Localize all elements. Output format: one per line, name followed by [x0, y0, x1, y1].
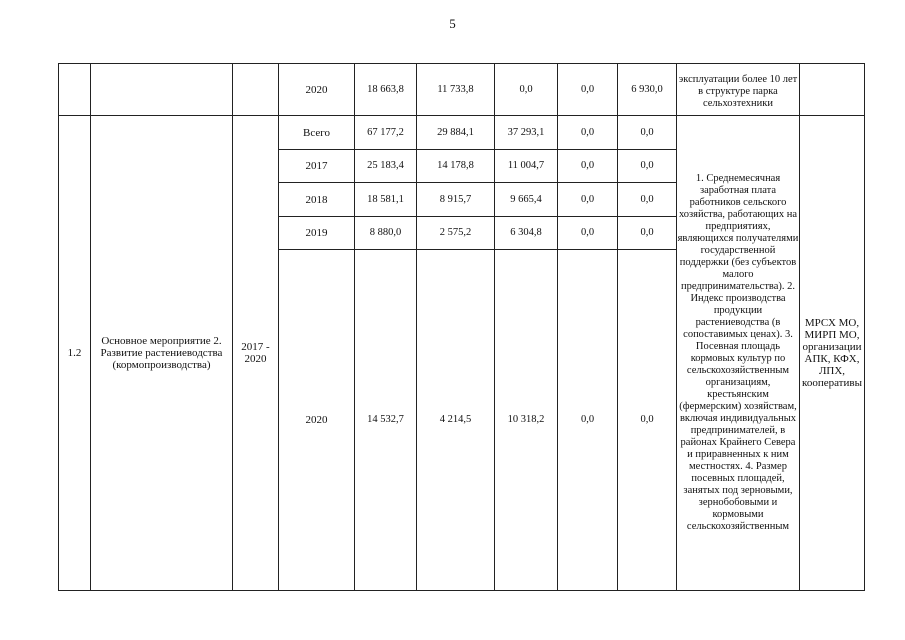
regional-cell: 37 293,1 — [495, 116, 558, 150]
local-cell: 0,0 — [558, 64, 618, 116]
section-number: 1.2 — [59, 116, 91, 591]
federal-cell: 14 178,8 — [417, 150, 495, 183]
other-cell: 0,0 — [618, 250, 677, 591]
other-cell: 6 930,0 — [618, 64, 677, 116]
year-cell: 2018 — [279, 183, 355, 217]
table-row-continuation — [59, 64, 865, 116]
regional-cell: 10 318,2 — [495, 250, 558, 591]
page-number: 5 — [449, 16, 456, 31]
total-cell: 67 177,2 — [355, 116, 417, 150]
cell-empty — [91, 64, 233, 116]
table-row — [59, 116, 865, 150]
year-cell: 2020 — [279, 64, 355, 116]
year-cell: Всего — [279, 116, 355, 150]
other-cell: 0,0 — [618, 116, 677, 150]
section-name: Основное мероприятие 2. Развитие растениеводства (кормопроизводства) — [91, 116, 233, 591]
section-period: 2017 - 2020 — [233, 116, 279, 591]
regional-cell: 9 665,4 — [495, 183, 558, 217]
other-cell: 0,0 — [618, 217, 677, 250]
program-table — [58, 63, 865, 591]
total-cell: 25 183,4 — [355, 150, 417, 183]
results-text-continuation: эксплуатации более 10 лет в структуре парка сельхозтехники — [677, 64, 800, 116]
executors: МРСХ МО, МИРП МО, организации АПК, КФХ, ЛПХ, кооперативы — [800, 116, 865, 591]
local-cell: 0,0 — [558, 250, 618, 591]
regional-cell: 0,0 — [495, 64, 558, 116]
federal-cell: 4 214,5 — [417, 250, 495, 591]
cell-empty — [59, 64, 91, 116]
local-cell: 0,0 — [558, 217, 618, 250]
total-cell: 14 532,7 — [355, 250, 417, 591]
total-cell: 18 581,1 — [355, 183, 417, 217]
federal-cell: 8 915,7 — [417, 183, 495, 217]
local-cell: 0,0 — [558, 150, 618, 183]
cell-empty — [800, 64, 865, 116]
local-cell: 0,0 — [558, 116, 618, 150]
other-cell: 0,0 — [618, 150, 677, 183]
federal-cell: 11 733,8 — [417, 64, 495, 116]
federal-cell: 2 575,2 — [417, 217, 495, 250]
federal-cell: 29 884,1 — [417, 116, 495, 150]
local-cell: 0,0 — [558, 183, 618, 217]
other-cell: 0,0 — [618, 183, 677, 217]
regional-cell: 6 304,8 — [495, 217, 558, 250]
cell-empty — [233, 64, 279, 116]
year-cell: 2017 — [279, 150, 355, 183]
year-cell: 2020 — [279, 250, 355, 591]
regional-cell: 11 004,7 — [495, 150, 558, 183]
total-cell: 18 663,8 — [355, 64, 417, 116]
results-text: 1. Среднемесячная заработная плата работников сельского хозяйства, работающих на предприятиях, являющихся получателями государственной поддержки (без субъектов малого предпринимательства). 2. Индекс производства продукции растениеводства (в сопоставимых ценах). 3. Посевная площадь кормовых культур по сельскохозяйственным организациям, крестьянским (фермерским) хозяйствам, включая индивидуальных предпринимателей, в районах Крайнего Севера и приравненных к ним местностях. 4. Размер посевных площадей, занятых под зерновыми, зернобобовыми и кормовыми сельскохозяйственным — [677, 116, 800, 591]
year-cell: 2019 — [279, 217, 355, 250]
total-cell: 8 880,0 — [355, 217, 417, 250]
